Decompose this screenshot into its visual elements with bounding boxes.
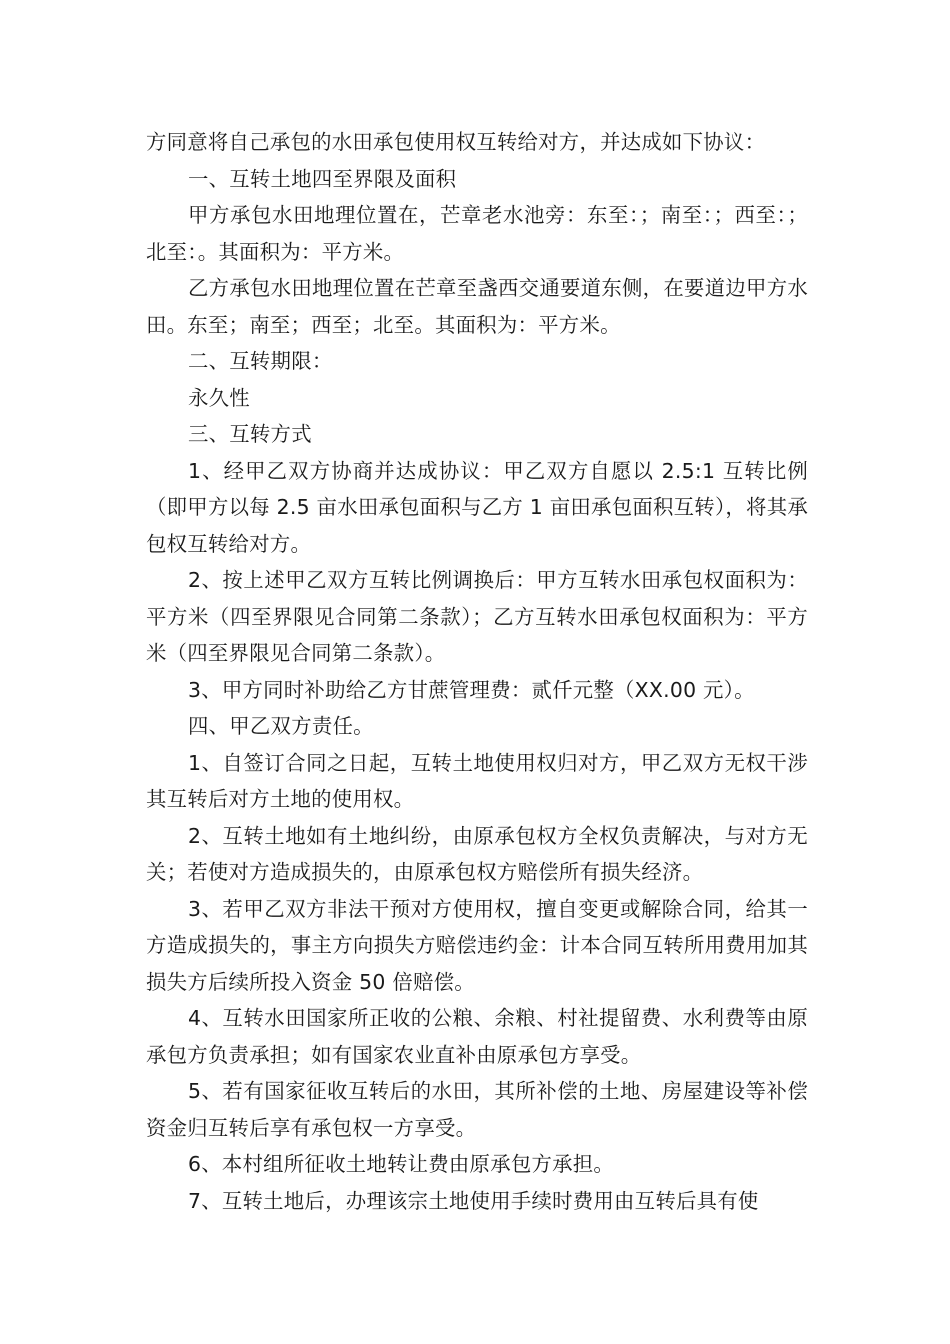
section-heading: 四、甲乙双方责任。 [188, 714, 374, 738]
paragraph: 甲方承包水田地理位置在，芒章老水池旁：东至：；南至：；西至：；北至：。其面积为：平方米。 [146, 203, 808, 264]
paragraph: 方同意将自己承包的水田承包使用权互转给对方，并达成如下协议： [146, 130, 766, 154]
list-item: 3、若甲乙双方非法干预对方使用权，擅自变更或解除合同，给其一方造成损失的，事主方向损失方赔偿违约金：计本合同互转所用费用加其损失方后续所投入资金 50 倍赔偿。 [146, 896, 808, 994]
list-item: 6、本村组所征收土地转让费由原承包方承担。 [188, 1152, 615, 1176]
paragraph: 乙方承包水田地理位置在芒章至盏西交通要道东侧，在要道边甲方水田。东至；南至；西至；北至。其面积为：平方米。 [146, 276, 808, 337]
section-heading: 三、互转方式 [188, 422, 312, 446]
document-page [146, 124, 808, 1219]
list-item: 7、互转土地后，办理该宗土地使用手续时费用由互转后具有使 [188, 1188, 759, 1213]
list-item: 3、甲方同时补助给乙方甘蔗管理费：贰仟元整（XX.00 元）。 [188, 677, 755, 702]
section-heading: 二、互转期限： [188, 349, 333, 373]
list-item: 5、若有国家征收互转后的水田，其所补偿的土地、房屋建设等补偿资金归互转后享有承包权一方享受。 [146, 1079, 808, 1140]
list-item: 1、经甲乙双方协商并达成协议：甲乙双方自愿以 2.5:1 互转比例（即甲方以每 2.5 亩水田承包面积与乙方 1 亩田承包面积互转），将其承包权互转给对方。 [146, 458, 808, 556]
section-heading: 一、互转土地四至界限及面积 [188, 166, 457, 191]
list-item: 4、互转水田国家所正收的公粮、余粮、村社提留费、水利费等由原承包方负责承担；如有国家农业直补由原承包方享受。 [146, 1006, 808, 1067]
list-item: 2、按上述甲乙双方互转比例调换后：甲方互转水田承包权面积为：平方米（四至界限见合同第二条款）；乙方互转水田承包权面积为：平方米（四至界限见合同第二条款）。 [146, 568, 808, 665]
paragraph: 永久性 [188, 385, 250, 410]
list-item: 1、自签订合同之日起，互转土地使用权归对方，甲乙双方无权干涉其互转后对方土地的使用权。 [146, 750, 808, 811]
list-item: 2、互转土地如有土地纠纷，由原承包权方全权负责解决，与对方无关；若使对方造成损失的，由原承包权方赔偿所有损失经济。 [146, 823, 808, 884]
